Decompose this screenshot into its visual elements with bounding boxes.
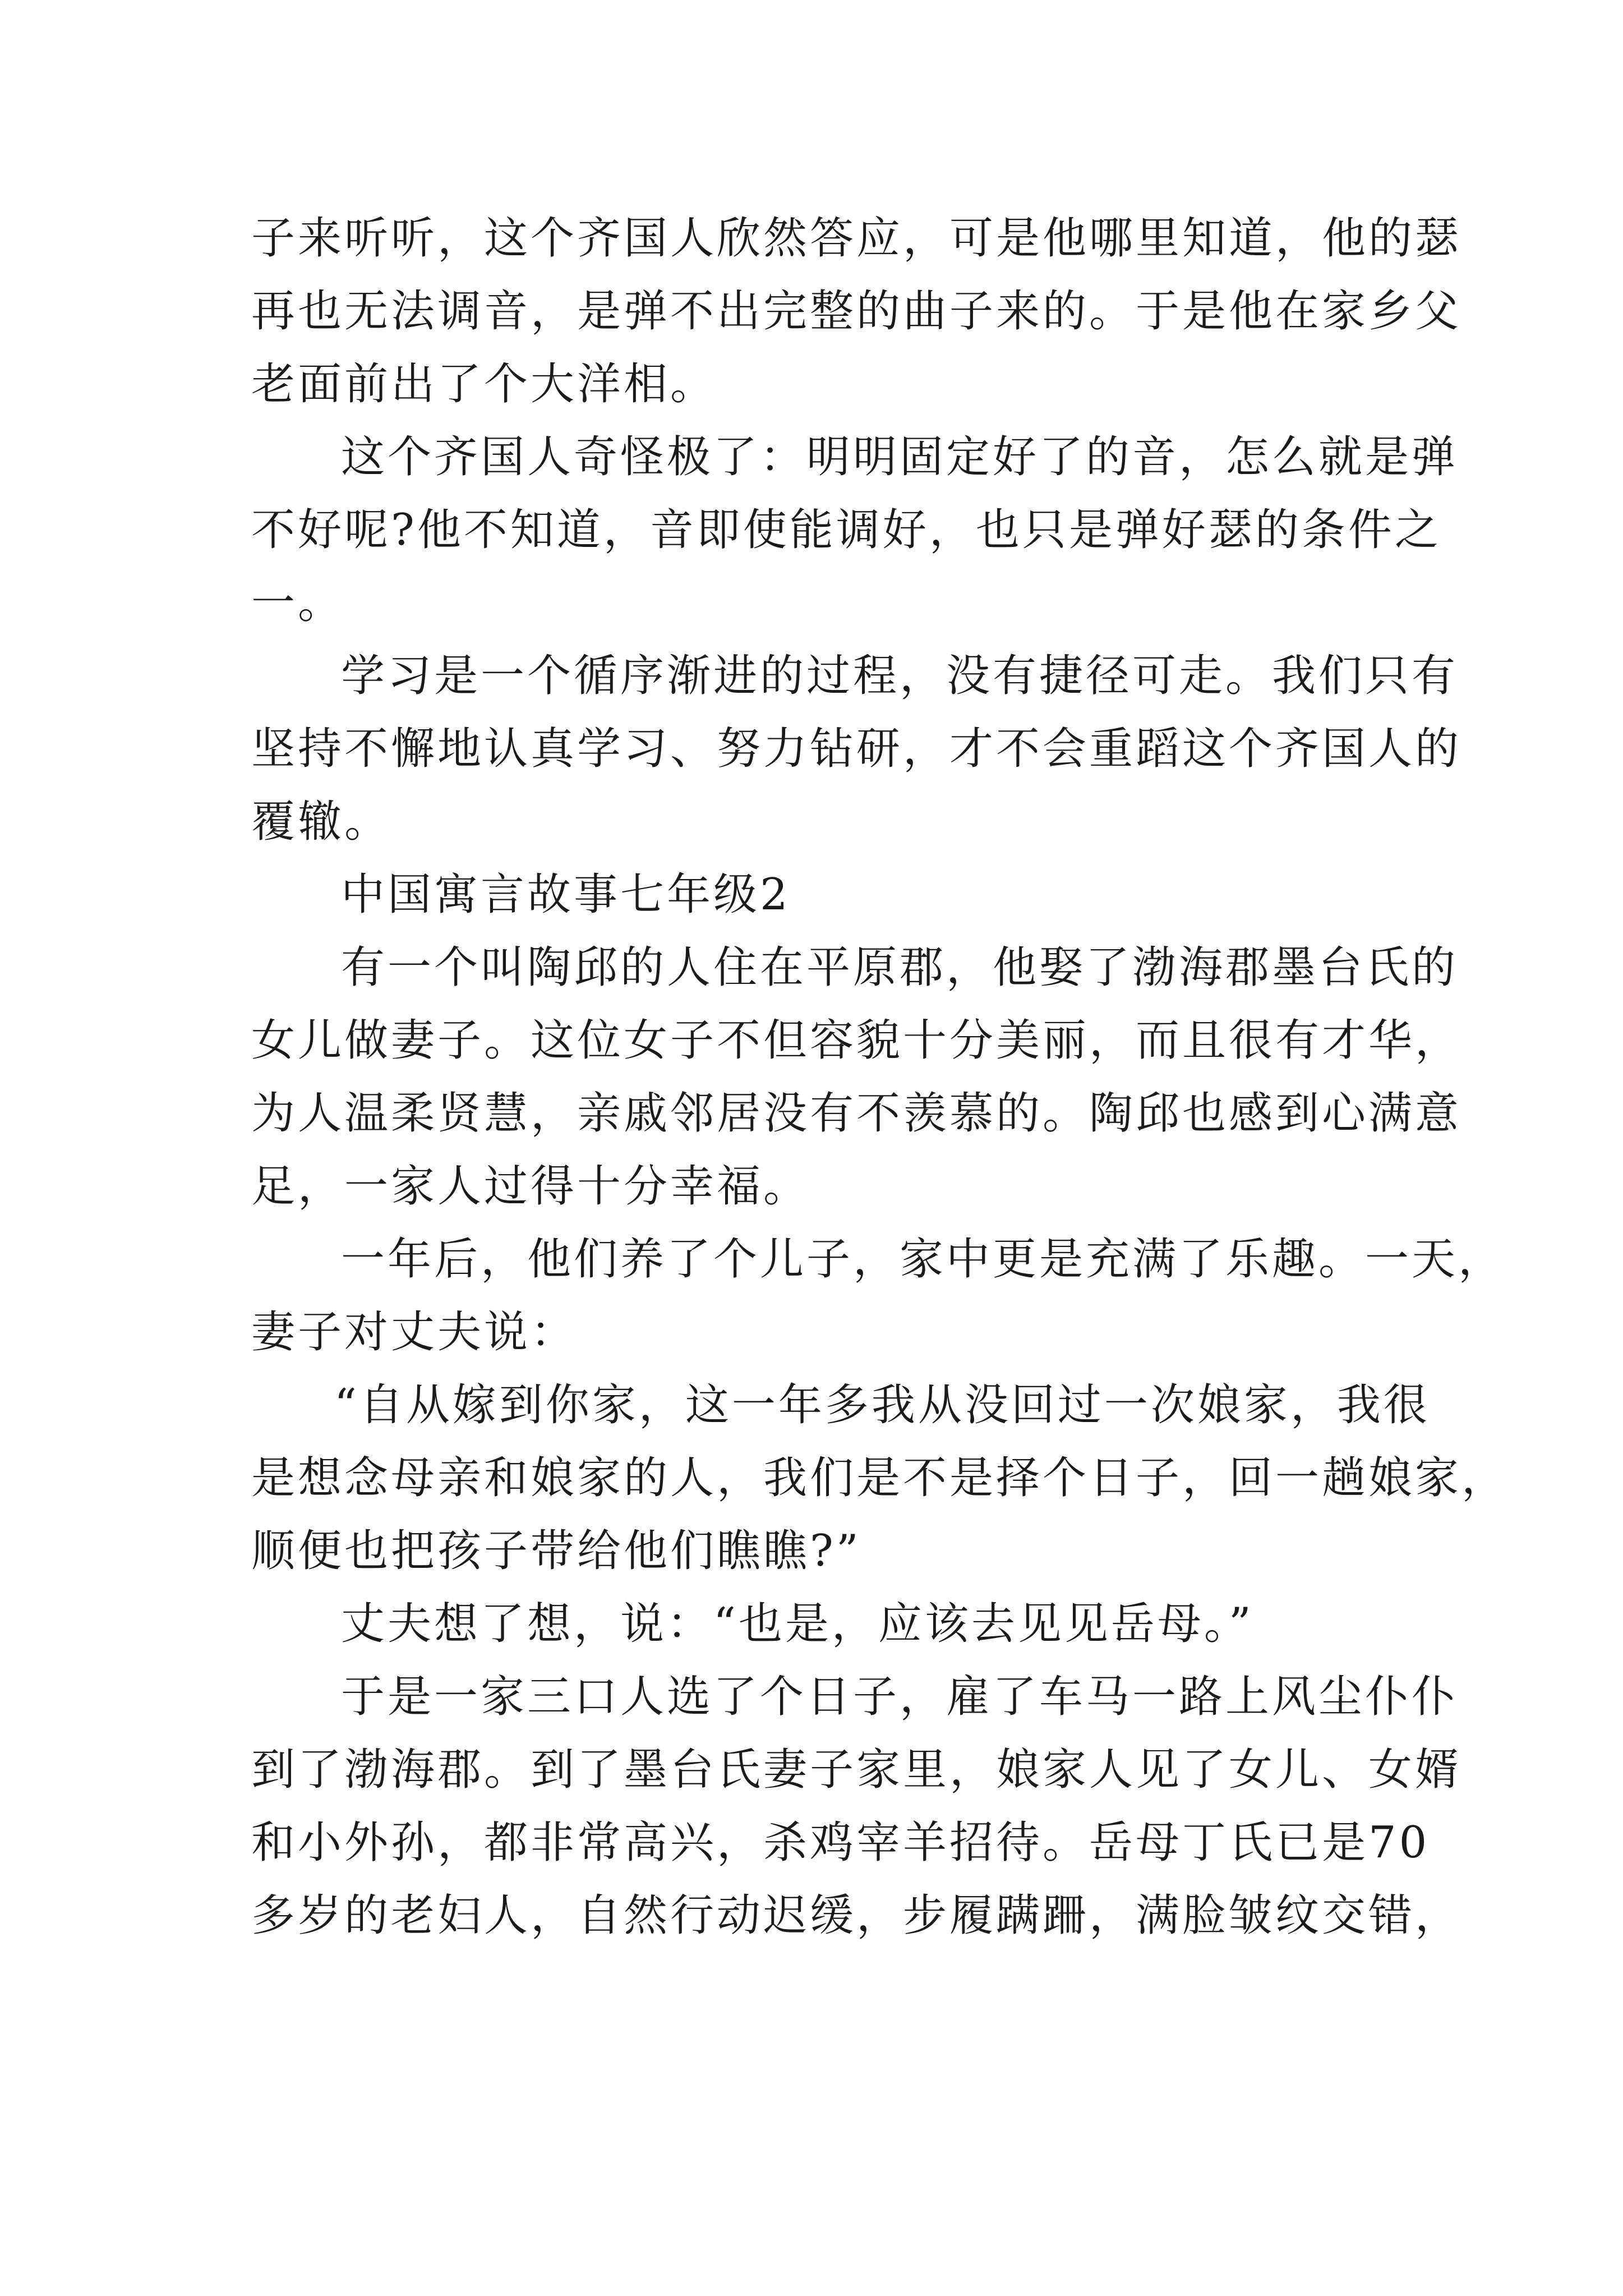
paragraph-start-line: 有一个叫陶邱的人住在平原郡，他娶了渤海郡墨台氏的 — [341, 942, 1459, 993]
text-line: 坚持不懈地认真学习、努力钻研，才不会重蹈这个齐国人的 — [251, 724, 1462, 774]
text-line: 妻子对丈夫说： — [251, 1307, 578, 1358]
paragraph-start-line: “自从嫁到你家，这一年多我从没回过一次娘家，我很 — [334, 1380, 1430, 1430]
paragraph-start-line: 学习是一个循序渐进的过程，没有捷径可走。我们只有 — [341, 651, 1459, 701]
section-heading: 中国寓言故事七年级2 — [341, 869, 791, 920]
text-line: 是想念母亲和娘家的人，我们是不是择个日子，回一趟娘家， — [251, 1453, 1509, 1503]
text-line: 顺便也把孩子带给他们瞧瞧?” — [251, 1526, 861, 1576]
document-body — [251, 202, 1509, 1952]
text-line: 覆辙。 — [251, 797, 391, 847]
text-line: 多岁的老妇人，自然行动迟缓，步履蹒跚，满脸皱纹交错， — [251, 1890, 1462, 1941]
paragraph-start-line: 这个齐国人奇怪极了：明明固定好了的音，怎么就是弹 — [341, 432, 1459, 482]
text-line: 和小外孙，都非常高兴，杀鸡宰羊招待。岳母丁氏已是70 — [251, 1818, 1430, 1868]
text-line: 不好呢?他不知道，音即使能调好，也只是弹好瑟的条件之 — [251, 505, 1441, 555]
text-line: 老面前出了个大洋相。 — [251, 359, 717, 409]
text-line: 子来听听，这个齐国人欣然答应，可是他哪里知道，他的瑟 — [251, 213, 1462, 264]
text-line: 到了渤海郡。到了墨台氏妻子家里，娘家人见了女儿、女婿 — [251, 1745, 1462, 1795]
text-line: 足，一家人过得十分幸福。 — [251, 1161, 810, 1212]
text-line: 为人温柔贤慧，亲戚邻居没有不羡慕的。陶邱也感到心满意 — [251, 1088, 1462, 1139]
paragraph-start-line: 一年后，他们养了个儿子，家中更是充满了乐趣。一天， — [341, 1234, 1505, 1285]
text-line: 一。 — [251, 578, 345, 628]
paragraph-start-line: 丈夫想了想，说：“也是，应该去见见岳母。” — [341, 1599, 1254, 1649]
paragraph-start-line: 于是一家三口人选了个日子，雇了车马一路上风尘仆仆 — [341, 1672, 1459, 1722]
text-line: 女儿做妻子。这位女子不但容貌十分美丽，而且很有才华， — [251, 1015, 1462, 1066]
text-line: 再也无法调音，是弹不出完整的曲子来的。于是他在家乡父 — [251, 286, 1462, 337]
